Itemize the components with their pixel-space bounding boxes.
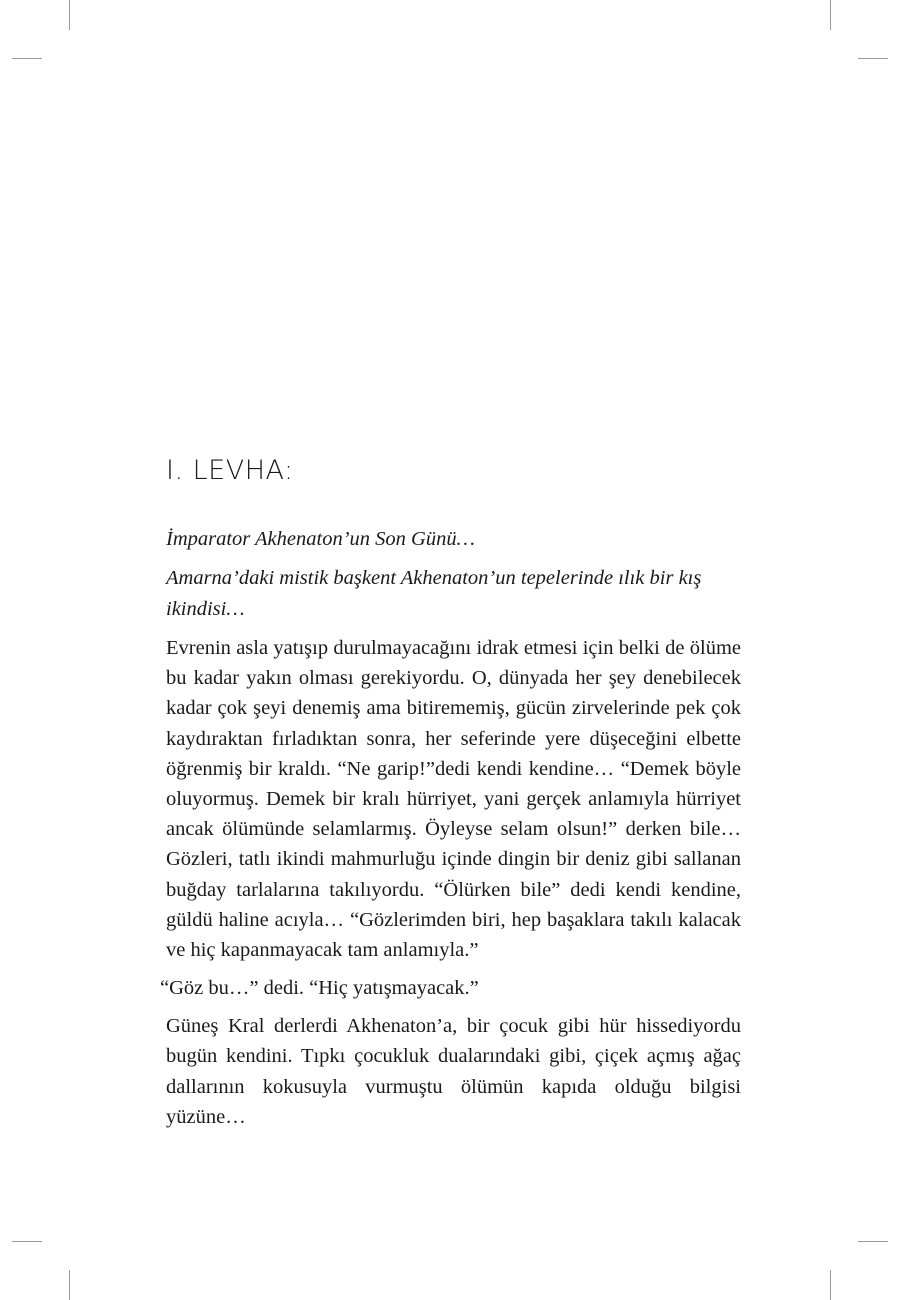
chapter-setting: Amarna’daki mistik başkent Akhenaton’un tepelerinde ılık bir kış ikindisi… bbox=[166, 567, 702, 620]
crop-mark-bottom-left-horizontal bbox=[12, 1241, 42, 1242]
crop-mark-top-left-horizontal bbox=[12, 58, 42, 59]
dialog-line: “Göz bu…” dedi. “Hiç yatışmayacak.” bbox=[160, 977, 479, 1000]
body-paragraph: Evrenin asla yatışıp durulmayacağını idrak etmesi için belki de ölüme bu kadar yakın olması gerekiyordu. O, dünyada her şey denebilecek kadar çok şeyi denemiş ama bitirememiş, gücün zirvelerinde pek çok kaydıraktan fırladıktan sonra, her seferinde yere düşeceğini elbette öğrenmiş bir kraldı. “Ne garip!”dedi kendi kendine… “Demek böyle oluyormuş. Demek bir kralı hürriyet, yani gerçek anlamıyla hürriyet ancak ölümünde selamlarmış. Öyleyse selam olsun!” derken bile… Gözleri, tatlı ikindi mahmurluğu içinde dingin bir deniz gibi sallanan buğday tarlalarına takılıyordu. “Ölürken bile” dedi kendi kendine, güldü haline acıyla… “Gözlerimden biri, hep başaklara takılı kalacak ve hiç kapanmayacak tam anlamıyla.” bbox=[166, 637, 741, 962]
chapter-subtitle: İmparator Akhenaton’un Son Günü… bbox=[166, 528, 475, 550]
chapter-heading: I. LEVHA: bbox=[166, 455, 294, 486]
crop-mark-top-right-horizontal bbox=[858, 58, 888, 59]
crop-mark-top-right-vertical bbox=[830, 0, 831, 30]
body-paragraph: Güneş Kral derlerdi Akhenaton’a, bir çocuk gibi hür hissediyordu bugün kendini. Tıpkı çocukluk dualarındaki gibi, çiçek açmış ağaç dallarının kokusuyla vurmuştu ölümün kapıda olduğu bilgisi yüzüne… bbox=[166, 1015, 741, 1128]
crop-mark-bottom-left-vertical bbox=[69, 1270, 70, 1300]
crop-mark-bottom-right-horizontal bbox=[858, 1241, 888, 1242]
crop-mark-top-left-vertical bbox=[69, 0, 70, 30]
crop-mark-bottom-right-vertical bbox=[830, 1270, 831, 1300]
page-content bbox=[160, 445, 741, 1140]
